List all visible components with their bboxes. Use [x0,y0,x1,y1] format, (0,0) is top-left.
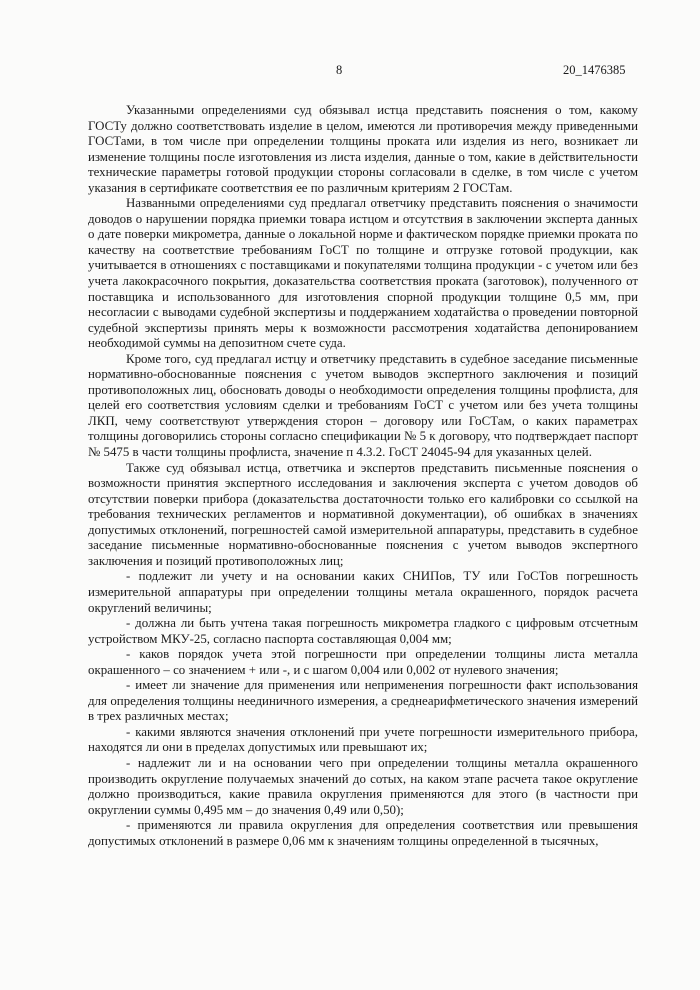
document-body [88,103,638,849]
list-item: - подлежит ли учету и на основании каких СНИПов, ТУ или ГоСТов погрешность измерительной аппаратуры при определении толщины метала окрашенного, порядок расчета округлений величины; [88,569,638,615]
paragraph: Также суд обязывал истца, ответчика и экспертов представить письменные пояснения о возможности принятия экспертного исследования и заключения эксперта с учетом доводов об отсутствии поверки прибора (доказательства достаточности только его калибровки со ссылкой на требования технических регламентов и нормативной документации), об ошибках в значениях допустимых отклонений, погрешностей самой измерительной аппаратуры, представить в судебное заседание письменные нормативно-обоснованные пояснения с учетом выводов экспертного заключения и позиций противоположных лиц; [88,460,638,568]
list-item: - имеет ли значение для применения или неприменения погрешности факт использования для определения толщины неединичного измерения, а среднеарифметического значения измерений в трех различных местах; [88,678,638,724]
document-number: 20_1476385 [563,63,626,77]
page-number: 8 [336,63,343,77]
list-item: - применяются ли правила округления для определения соответствия или превышения допустимых отклонений в размере 0,06 мм к значениям толщины определенной в тысячных, [88,818,638,848]
paragraph: Указанными определениями суд обязывал истца представить пояснения о том, какому ГОСТу должно соответствовать изделие в целом, имеются ли противоречия между приведенными ГОСТами, в том числе при определении толщины проката или изделия из него, возникает ли изменение толщины после изготовления из листа изделия, данные о том, какие в действительности технические параметры готовой продукции стороны согласовали в сделке, в том числе с учетом указания в сертификате соответствия ее по различным критериям 2 ГОСТам. [88,103,638,195]
list-item: - какими являются значения отклонений при учете погрешности измерительного прибора, находятся ли они в пределах допустимых или превышают их; [88,724,638,755]
paragraph: Названными определениями суд предлагал ответчику представить пояснения о значимости доводов о нарушении порядка приемки товара истцом и отсутствия в заключении эксперта данных о дате поверки микрометра, данные о локальной норме и фактическом порядке приемки проката по качеству на соответствие требованиям ГоСТ по толщине и отгрузке готовой продукции, как учитывается в отношениях с поставщиками и покупателями толщина продукции - с учетом или без учета лакокрасочного покрытия, доказательства соответствия проката (заготовок), полученного от поставщика и использованного для изготовления спорной продукции толщине 0,5 мм, при несогласии с выводами судебной экспертизы и поддержанием ходатайства о проведении повторной судебной экспертизы принять меры к возможности рассмотрения ходатайства депонированием необходимой суммы на депозитном счете суда. [88,196,638,351]
paragraph: Кроме того, суд предлагал истцу и ответчику представить в судебное заседание письменные нормативно-обоснованные пояснения с учетом выводов экспертного заключения и позиций противоположных лиц, обосновать доводы о необходимости определения толщины профлиста, для целей его соответствия условиям сделки и требованиям ГоСТ с учетом или без учета толщины ЛКП, чему соответствуют утверждения сторон – договору или ГоСТам, о каких параметрах толщины договорились стороны согласно спецификации № 5 к договору, что подтверждает паспорт № 5475 в части толщины профлиста, значение п 4.3.2. ГоСТ 24045-94 для указанных целей. [88,351,638,460]
list-item: - каков порядок учета этой погрешности при определении толщины листа металла окрашенного – со значением + или -, и с шагом 0,004 или 0,002 от нулевого значения; [88,647,638,677]
list-item: - надлежит ли и на основании чего при определении толщины металла окрашенного производить округление получаемых значений до сотых, на каком этапе расчета такое округление должно производиться, какие правила округления применяются для этого (в частности при округлении суммы 0,495 мм – до значения 0,49 или 0,50); [88,755,638,817]
list-item: - должна ли быть учтена такая погрешность микрометра гладкого с цифровым отсчетным устройством МКУ-25, согласно паспорта составляющая 0,004 мм; [88,616,638,646]
